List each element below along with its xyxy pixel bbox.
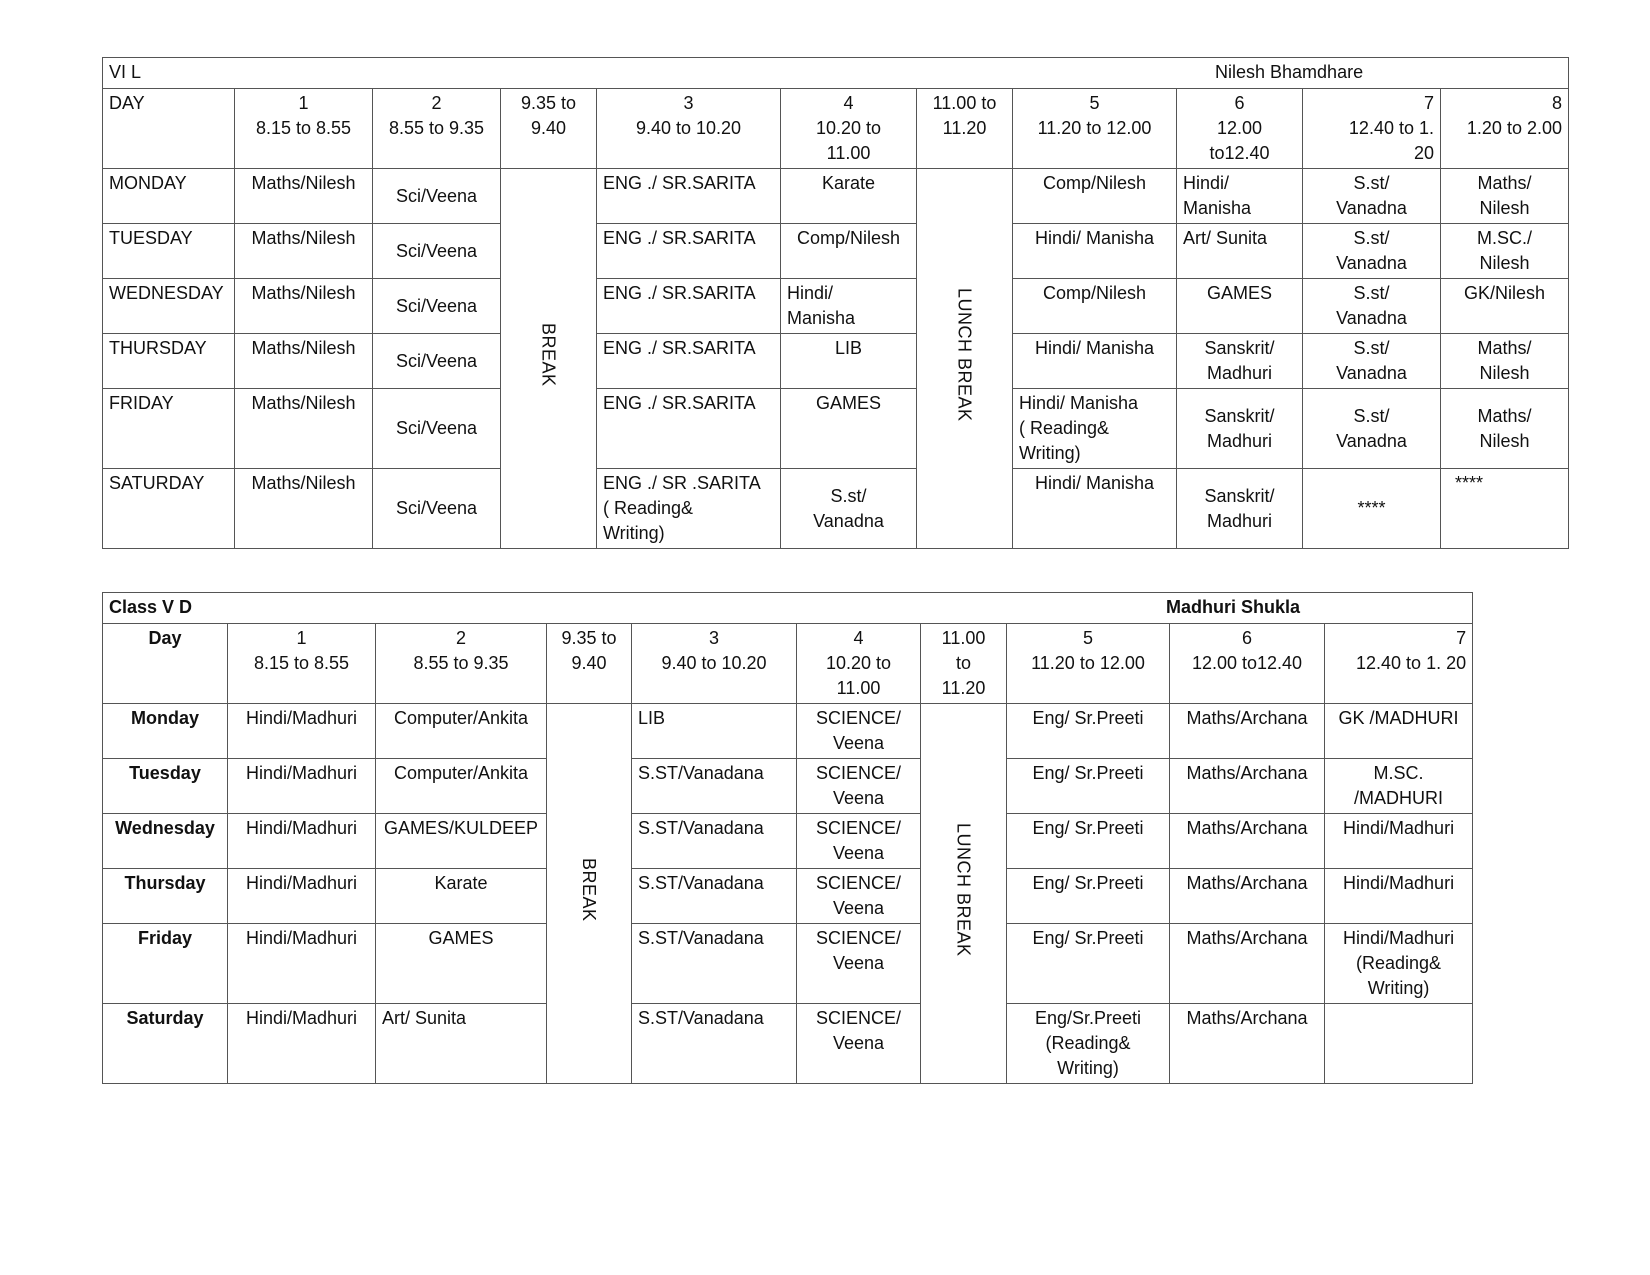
table-row: [103, 704, 1473, 759]
period-2-cell: Art/ Sunita: [376, 1004, 547, 1084]
period-2-cell: Computer/Ankita: [376, 759, 547, 814]
header-period-2: 2 8.55 to 9.35: [376, 624, 547, 704]
header-break-time: 9.35 to 9.40: [547, 624, 632, 704]
period-5-cell: Eng/Sr.Preeti (Reading& Writing): [1007, 1004, 1170, 1084]
period-4-cell: LIB: [781, 334, 917, 389]
break-label: BREAK: [538, 323, 559, 387]
period-7-cell: S.st/ Vanadna: [1303, 279, 1441, 334]
period-7-cell: [1325, 1004, 1473, 1084]
period-3-cell: S.ST/Vanadana: [632, 759, 797, 814]
lunch-break-column: [917, 169, 1013, 549]
header-period-3: 3 9.40 to 10.20: [597, 89, 781, 169]
period-2-cell: Sci/Veena: [373, 279, 501, 334]
period-2-cell: Sci/Veena: [373, 389, 501, 469]
period-6-cell: Maths/Archana: [1170, 704, 1325, 759]
day-cell: SATURDAY: [103, 469, 235, 549]
period-2-cell: Sci/Veena: [373, 334, 501, 389]
period-6-cell: Maths/Archana: [1170, 1004, 1325, 1084]
period-1-cell: Maths/Nilesh: [235, 279, 373, 334]
period-2-cell: GAMES/KULDEEP: [376, 814, 547, 869]
table-title-row: [103, 58, 1569, 89]
period-3-cell: S.ST/Vanadana: [632, 814, 797, 869]
table-row: [103, 169, 1569, 224]
table-row: [103, 389, 1569, 469]
period-8-cell: ****: [1441, 469, 1569, 549]
period-6-cell: Sanskrit/ Madhuri: [1177, 334, 1303, 389]
period-4-cell: S.st/ Vanadna: [781, 469, 917, 549]
day-cell: WEDNESDAY: [103, 279, 235, 334]
period-4-cell: SCIENCE/ Veena: [797, 704, 921, 759]
period-6-cell: Maths/Archana: [1170, 869, 1325, 924]
header-day: DAY: [103, 89, 235, 169]
period-4-cell: SCIENCE/ Veena: [797, 1004, 921, 1084]
period-3-cell: ENG ./ SR .SARITA ( Reading& Writing): [597, 469, 781, 549]
period-1-cell: Maths/Nilesh: [235, 334, 373, 389]
table-row: [103, 759, 1473, 814]
header-period-7: 7 12.40 to 1. 20: [1325, 624, 1473, 704]
period-7-cell: Hindi/Madhuri: [1325, 814, 1473, 869]
lunch-break-label: LUNCH BREAK: [954, 288, 975, 422]
period-3-cell: ENG ./ SR.SARITA: [597, 224, 781, 279]
header-period-6: 6 12.00 to12.40: [1177, 89, 1303, 169]
table-row: [103, 1004, 1473, 1084]
period-8-cell: Maths/ Nilesh: [1441, 389, 1569, 469]
header-period-4: 4 10.20 to 11.00: [797, 624, 921, 704]
period-5-cell: Hindi/ Manisha: [1013, 224, 1177, 279]
timetable-vi-l: [102, 57, 1569, 549]
day-cell: TUESDAY: [103, 224, 235, 279]
period-3-cell: LIB: [632, 704, 797, 759]
table-title-row: [103, 593, 1473, 624]
table-row: [103, 224, 1569, 279]
period-4-cell: GAMES: [781, 389, 917, 469]
period-5-cell: Hindi/ Manisha ( Reading& Writing): [1013, 389, 1177, 469]
period-4-cell: Comp/Nilesh: [781, 224, 917, 279]
table-row: [103, 334, 1569, 389]
period-1-cell: Hindi/Madhuri: [228, 924, 376, 1004]
period-3-cell: S.ST/Vanadana: [632, 869, 797, 924]
class-label: VI L: [109, 62, 142, 82]
period-5-cell: Comp/Nilesh: [1013, 169, 1177, 224]
period-8-cell: M.SC./ Nilesh: [1441, 224, 1569, 279]
period-3-cell: ENG ./ SR.SARITA: [597, 334, 781, 389]
period-4-cell: Karate: [781, 169, 917, 224]
period-1-cell: Hindi/Madhuri: [228, 759, 376, 814]
period-5-cell: Eng/ Sr.Preeti: [1007, 704, 1170, 759]
period-1-cell: Maths/Nilesh: [235, 469, 373, 549]
period-6-cell: Art/ Sunita: [1177, 224, 1303, 279]
header-break-time: 9.35 to 9.40: [501, 89, 597, 169]
header-row: [103, 624, 1473, 704]
period-6-cell: Maths/Archana: [1170, 924, 1325, 1004]
period-2-cell: Sci/Veena: [373, 169, 501, 224]
period-6-cell: Maths/Archana: [1170, 759, 1325, 814]
period-5-cell: Hindi/ Manisha: [1013, 334, 1177, 389]
day-cell: Tuesday: [103, 759, 228, 814]
period-2-cell: GAMES: [376, 924, 547, 1004]
table-title-cell: [103, 593, 1473, 624]
period-5-cell: Eng/ Sr.Preeti: [1007, 759, 1170, 814]
period-1-cell: Maths/Nilesh: [235, 224, 373, 279]
period-1-cell: Maths/Nilesh: [235, 389, 373, 469]
period-7-cell: M.SC. /MADHURI: [1325, 759, 1473, 814]
class-label: Class V D: [109, 597, 193, 617]
period-6-cell: Hindi/ Manisha: [1177, 169, 1303, 224]
period-2-cell: Karate: [376, 869, 547, 924]
header-period-1: 1 8.15 to 8.55: [235, 89, 373, 169]
period-4-cell: SCIENCE/ Veena: [797, 759, 921, 814]
period-3-cell: S.ST/Vanadana: [632, 924, 797, 1004]
period-6-cell: GAMES: [1177, 279, 1303, 334]
break-label: BREAK: [579, 858, 599, 922]
period-1-cell: Maths/Nilesh: [235, 169, 373, 224]
period-1-cell: Hindi/Madhuri: [228, 1004, 376, 1084]
period-1-cell: Hindi/Madhuri: [228, 869, 376, 924]
period-7-cell: S.st/ Vanadna: [1303, 389, 1441, 469]
header-period-5: 5 11.20 to 12.00: [1013, 89, 1177, 169]
break-column: [547, 704, 632, 1084]
period-5-cell: Hindi/ Manisha: [1013, 469, 1177, 549]
period-5-cell: Comp/Nilesh: [1013, 279, 1177, 334]
table-row: [103, 469, 1569, 549]
period-4-cell: Hindi/ Manisha: [781, 279, 917, 334]
header-lunch-time: 11.00 to 11.20: [921, 624, 1007, 704]
period-2-cell: Sci/Veena: [373, 224, 501, 279]
period-5-cell: Eng/ Sr.Preeti: [1007, 869, 1170, 924]
day-cell: THURSDAY: [103, 334, 235, 389]
header-row: [103, 89, 1569, 169]
header-lunch-time: 11.00 to 11.20: [917, 89, 1013, 169]
table-row: [103, 924, 1473, 1004]
class-teacher-name: Nilesh Bhamdhare: [1215, 62, 1364, 82]
period-5-cell: Eng/ Sr.Preeti: [1007, 924, 1170, 1004]
period-7-cell: ****: [1303, 469, 1441, 549]
day-cell: Thursday: [103, 869, 228, 924]
table-row: [103, 814, 1473, 869]
period-7-cell: S.st/ Vanadna: [1303, 169, 1441, 224]
header-period-6: 6 12.00 to12.40: [1170, 624, 1325, 704]
header-period-7: 7 12.40 to 1. 20: [1303, 89, 1441, 169]
period-5-cell: Eng/ Sr.Preeti: [1007, 814, 1170, 869]
period-8-cell: Maths/ Nilesh: [1441, 334, 1569, 389]
table-row: [103, 869, 1473, 924]
period-4-cell: SCIENCE/ Veena: [797, 869, 921, 924]
period-3-cell: S.ST/Vanadana: [632, 1004, 797, 1084]
period-7-cell: S.st/ Vanadna: [1303, 224, 1441, 279]
period-7-cell: Hindi/Madhuri: [1325, 869, 1473, 924]
header-period-1: 1 8.15 to 8.55: [228, 624, 376, 704]
header-period-2: 2 8.55 to 9.35: [373, 89, 501, 169]
table-row: [103, 279, 1569, 334]
period-8-cell: GK/Nilesh: [1441, 279, 1569, 334]
header-period-5: 5 11.20 to 12.00: [1007, 624, 1170, 704]
break-column: [501, 169, 597, 549]
period-3-cell: ENG ./ SR.SARITA: [597, 279, 781, 334]
period-1-cell: Hindi/Madhuri: [228, 704, 376, 759]
period-6-cell: Maths/Archana: [1170, 814, 1325, 869]
header-period-8: 8 1.20 to 2.00: [1441, 89, 1569, 169]
period-6-cell: Sanskrit/ Madhuri: [1177, 389, 1303, 469]
header-day: Day: [103, 624, 228, 704]
day-cell: FRIDAY: [103, 389, 235, 469]
day-cell: Wednesday: [103, 814, 228, 869]
period-8-cell: Maths/ Nilesh: [1441, 169, 1569, 224]
lunch-break-column: [921, 704, 1007, 1084]
day-cell: MONDAY: [103, 169, 235, 224]
day-cell: Friday: [103, 924, 228, 1004]
table-title-cell: [103, 58, 1569, 89]
period-3-cell: ENG ./ SR.SARITA: [597, 169, 781, 224]
period-2-cell: Computer/Ankita: [376, 704, 547, 759]
period-3-cell: ENG ./ SR.SARITA: [597, 389, 781, 469]
period-4-cell: SCIENCE/ Veena: [797, 924, 921, 1004]
period-6-cell: Sanskrit/ Madhuri: [1177, 469, 1303, 549]
header-period-3: 3 9.40 to 10.20: [632, 624, 797, 704]
day-cell: Monday: [103, 704, 228, 759]
period-7-cell: S.st/ Vanadna: [1303, 334, 1441, 389]
lunch-break-label: LUNCH BREAK: [953, 823, 974, 957]
period-7-cell: Hindi/Madhuri (Reading& Writing): [1325, 924, 1473, 1004]
period-7-cell: GK /MADHURI: [1325, 704, 1473, 759]
header-period-4: 4 10.20 to 11.00: [781, 89, 917, 169]
period-1-cell: Hindi/Madhuri: [228, 814, 376, 869]
timetable-class-v-d: [102, 592, 1473, 1084]
day-cell: Saturday: [103, 1004, 228, 1084]
class-teacher-name: Madhuri Shukla: [1166, 597, 1301, 617]
period-2-cell: Sci/Veena: [373, 469, 501, 549]
period-4-cell: SCIENCE/ Veena: [797, 814, 921, 869]
